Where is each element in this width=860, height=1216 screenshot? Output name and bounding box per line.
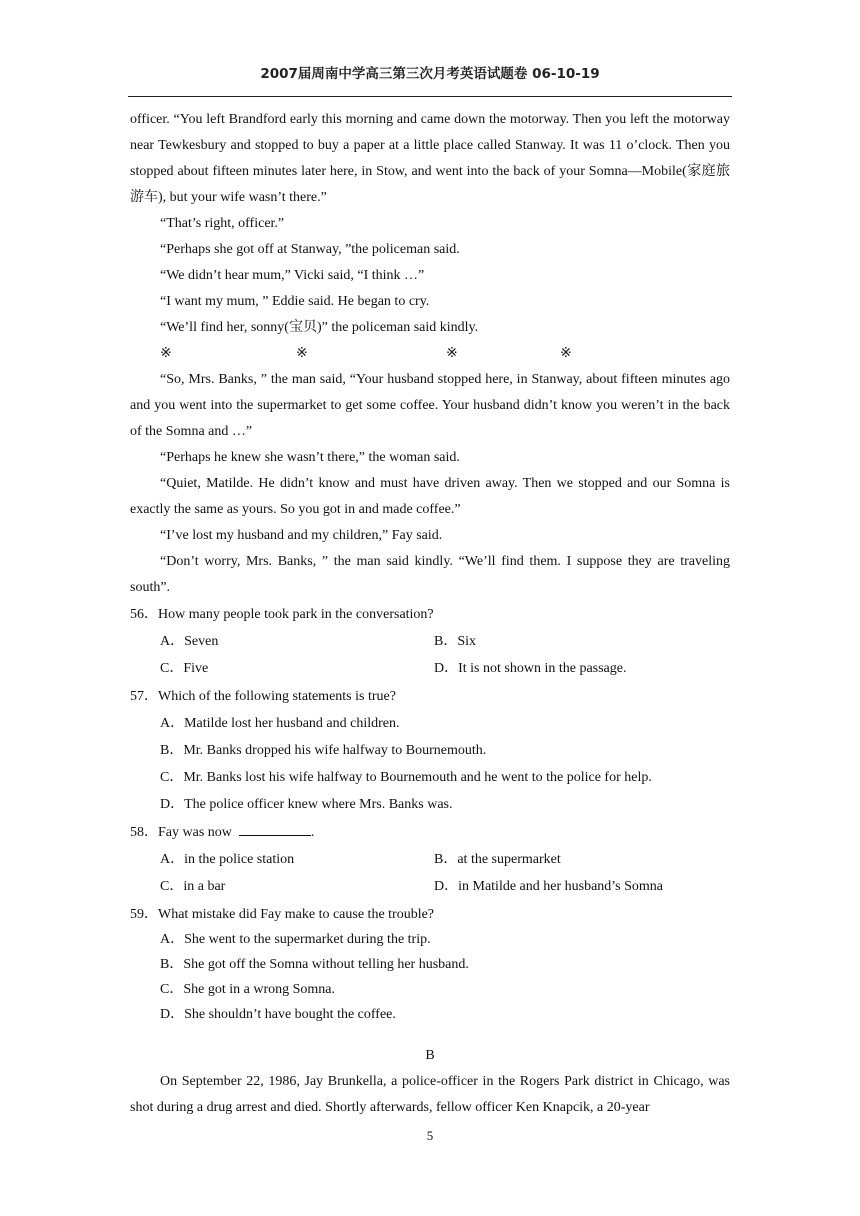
scene-break (130, 341, 730, 367)
question-59-options (130, 927, 730, 1027)
section-b-paragraph: On September 22, 1986, Jay Brunkella, a police-officer in the Rogers Park district in Chicago, was shot during a drug arrest and died. Shortly afterwards, fellow officer Ken Knapcik, a 20-year (130, 1074, 730, 1115)
option-d: D．It is not shown in the passage. (434, 661, 627, 676)
header-rule (128, 96, 732, 97)
option-c: C．Mr. Banks lost his wife halfway to Bournemouth and he went to the police for help. (160, 770, 652, 785)
option-d: D．in Matilde and her husband’s Somna (434, 879, 664, 894)
question-57-options (130, 711, 730, 819)
scene-break-mark: ※ (160, 346, 172, 361)
option-b: B．She got off the Somna without telling her husband. (160, 957, 469, 972)
option-d: D．She shouldn’t have bought the coffee. (160, 1007, 396, 1022)
option-a: A．in the police station (160, 852, 295, 867)
option-d: D．The police officer knew where Mrs. Banks was. (160, 797, 453, 812)
option-c: C．She got in a wrong Somna. (160, 982, 335, 997)
story-paragraph: officer. “You left Brandford early this morning and came down the motorway. Then you left the motorway near Tewkesbury and stopped to buy a paper at a little place called Stanway. It was 11 o’clock. Then you stopped about fifteen minutes later here, in Stow, and went into the back of your Somna—Mobile(家庭旅游车), but your wife wasn’t there.” (130, 112, 730, 205)
option-a: A．She went to the supermarket during the trip. (160, 932, 431, 947)
page-number: 5 (426, 1128, 434, 1143)
option-b: B．at the supermarket (434, 852, 561, 867)
question-56-options (130, 629, 730, 683)
story-paragraph: “Quiet, Matilde. He didn’t know and must have driven away. Then we stopped and our Somna is exactly the same as yours. So you got in and made coffee.” (130, 476, 730, 517)
question-58-options (130, 847, 730, 901)
option-c: C．Five (160, 661, 209, 676)
answer-blank (239, 821, 311, 836)
page-content (130, 107, 730, 1121)
question-58-stem (130, 820, 730, 847)
story-paragraph: “Don’t worry, Mrs. Banks, ” the man said kindly. “We’ll find them. I suppose they are traveling south”. (130, 554, 730, 595)
question-57-stem: 57．Which of the following statements is true? (130, 689, 396, 704)
option-a: A．Seven (160, 634, 219, 649)
story-paragraph: “We didn’t hear mum,” Vicki said, “I think …” (160, 268, 425, 283)
question-58-stem-text: 58．Fay was now (130, 825, 236, 840)
option-a: A．Matilde lost her husband and children. (160, 716, 400, 731)
story-paragraph: “So, Mrs. Banks, ” the man said, “Your husband stopped here, in Stanway, about fifteen minutes ago and you went into the supermarket to get some coffee. Your husband didn’t know you weren’t in the back of the Somna and …” (130, 372, 730, 439)
scene-break-mark: ※ (296, 346, 308, 361)
question-59-stem: 59．What mistake did Fay make to cause the trouble? (130, 907, 435, 922)
option-b: B．Six (434, 634, 477, 649)
section-b-label: B (425, 1048, 435, 1063)
page-header: 2007届周南中学高三第三次月考英语试题卷 06-10-19 (260, 66, 600, 82)
question-58-stem-end: . (310, 825, 315, 840)
story-paragraph: “We’ll find her, sonny(宝贝)” the policeman said kindly. (160, 320, 479, 335)
story-paragraph: “Perhaps she got off at Stanway, ”the policeman said. (160, 242, 460, 257)
story-paragraph: “That’s right, officer.” (160, 216, 285, 231)
story-paragraph: “I want my mum, ” Eddie said. He began to cry. (160, 294, 430, 309)
scene-break-mark: ※ (560, 346, 572, 361)
option-b: B．Mr. Banks dropped his wife halfway to Bournemouth. (160, 743, 487, 758)
option-c: C．in a bar (160, 879, 226, 894)
scene-break-mark: ※ (446, 346, 458, 361)
story-paragraph: “Perhaps he knew she wasn’t there,” the woman said. (160, 450, 460, 465)
question-56-stem: 56．How many people took park in the conversation? (130, 607, 434, 622)
story-paragraph: “I’ve lost my husband and my children,” Fay said. (160, 528, 443, 543)
